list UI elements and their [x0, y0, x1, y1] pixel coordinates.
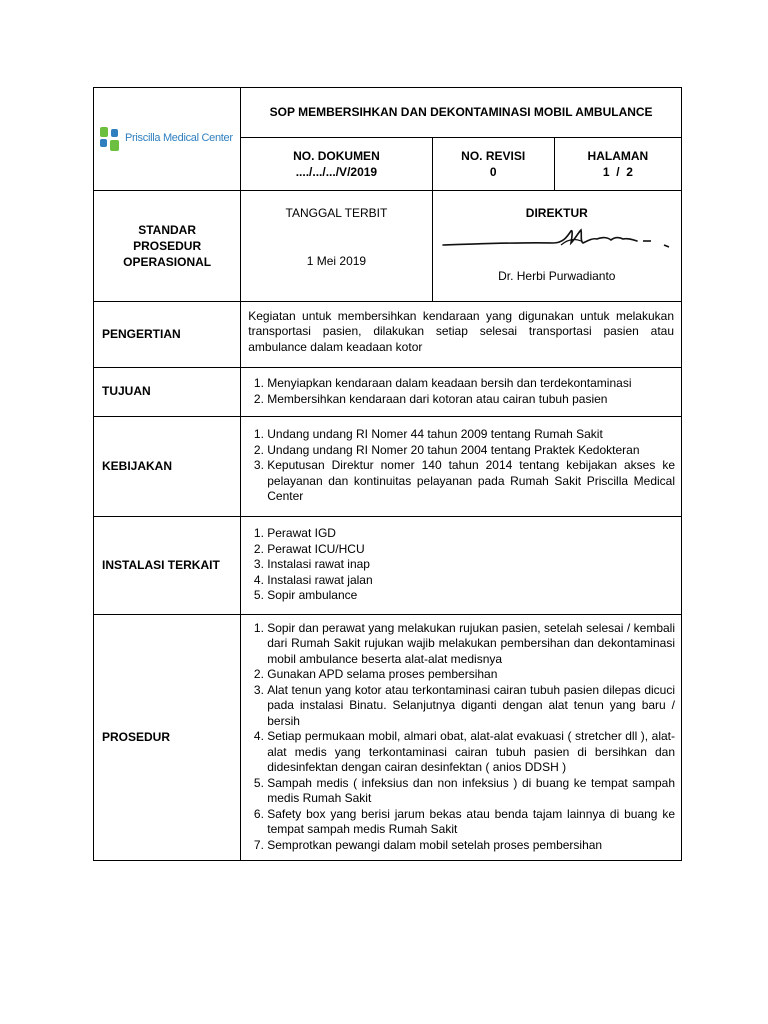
- pengertian-label: PENGERTIAN: [94, 302, 241, 368]
- sop-label-cell: [94, 191, 241, 302]
- direktur-signature: [441, 221, 676, 261]
- no-revisi-cell: [432, 138, 554, 191]
- pengertian-text: Kegiatan untuk membersihkan kendaraan yang digunakan untuk melakukan transportasi pasien, dilakukan setiap selesai transportasi pasien atau ambulance dalam keadaan kotor: [248, 308, 674, 354]
- list-item: 1. Perawat IGD: [267, 526, 675, 542]
- no-dokumen-cell: [241, 138, 432, 191]
- halaman-value: 1 / 2: [602, 165, 633, 179]
- list-item: 4. Instalasi rawat jalan: [267, 573, 675, 589]
- direktur-label: DIREKTUR: [525, 206, 588, 220]
- list-item: 7. Semprotkan pewangi dalam mobil setelah proses pembersihan: [267, 838, 675, 854]
- prosedur-label: PROSEDUR: [94, 615, 241, 861]
- logo-cell: [94, 88, 241, 191]
- prosedur-list: [241, 618, 681, 858]
- direktur-name: Dr. Herbi Purwadianto: [498, 269, 616, 283]
- list-item: 3. Keputusan Direktur nomer 140 tahun 2014 tentang kebijakan akses ke pelayanan dan kontinuitas pelayanan pada Rumah Sakit Priscilla Medical Center: [267, 458, 675, 505]
- priscilla-logo-icon: [98, 125, 122, 153]
- hospital-logo: [94, 125, 240, 153]
- sop-label-line1: STANDAR: [138, 223, 197, 237]
- no-revisi-label: NO. REVISI: [461, 149, 526, 163]
- kebijakan-label: KEBIJAKAN: [94, 417, 241, 517]
- list-item: 1. Undang undang RI Nomer 44 tahun 2009 tentang Rumah Sakit: [267, 427, 675, 443]
- list-item: 4. Setiap permukaan mobil, almari obat, alat-alat evakuasi ( stretcher dll ), alat-alat medis yang terkontaminasi cairan tubuh pasien di bersihkan dan didesinfektan dengan cairan desinfektan ( anios DDSH ): [267, 729, 675, 776]
- list-item: 2. Membersihkan kendaraan dari kotoran atau cairan tubuh pasien: [267, 392, 675, 408]
- halaman-label: HALAMAN: [587, 149, 649, 163]
- direktur-cell: [432, 191, 681, 302]
- kebijakan-content: [241, 417, 682, 517]
- list-item: 1. Sopir dan perawat yang melakukan rujukan pasien, setelah selesai / kembali dari Rumah Sakit rujukan wajib melakukan pembersihan dan dekontaminasi mobil ambulance beserta alat-alat medisnya: [267, 621, 675, 668]
- logo-text: Priscilla Medical Center: [125, 132, 233, 145]
- list-item: 5. Sopir ambulance: [267, 588, 675, 604]
- no-dokumen-value: ..../.../.../V/2019: [295, 165, 378, 179]
- document-title: SOP MEMBERSIHKAN DAN DEKONTAMINASI MOBIL AMBULANCE: [241, 88, 682, 138]
- tujuan-list: [241, 373, 681, 411]
- tujuan-label: TUJUAN: [94, 368, 241, 417]
- sop-document-table: [93, 87, 682, 861]
- no-revisi-value: 0: [489, 165, 497, 179]
- kebijakan-list: [241, 424, 681, 509]
- list-item: 2. Gunakan APD selama proses pembersihan: [267, 667, 675, 683]
- sop-label-line3: OPERASIONAL: [123, 255, 212, 269]
- instalasi-terkait-content: [241, 517, 682, 615]
- prosedur-content: [241, 615, 682, 861]
- list-item: 1. Menyiapkan kendaraan dalam keadaan bersih dan terdekontaminasi: [267, 376, 675, 392]
- halaman-cell: [554, 138, 681, 191]
- sop-label-line2: PROSEDUR: [133, 239, 202, 253]
- list-item: 2. Undang undang RI Nomer 20 tahun 2004 tentang Praktek Kedokteran: [267, 443, 675, 459]
- instalasi-list: [241, 523, 681, 608]
- list-item: 5. Sampah medis ( infeksius dan non infeksius ) di buang ke tempat sampah medis Rumah Sakit: [267, 776, 675, 807]
- no-dokumen-label: NO. DOKUMEN: [293, 149, 380, 163]
- instalasi-terkait-label: INSTALASI TERKAIT: [94, 517, 241, 615]
- list-item: 3. Alat tenun yang kotor atau terkontaminasi cairan tubuh pasien dilepas dicuci pada instalasi Binatu. Selanjutnya diganti dengan alat tenun yang baru / bersih: [267, 683, 675, 730]
- pengertian-content: [241, 302, 682, 368]
- tanggal-terbit-value: 1 Mei 2019: [306, 254, 367, 268]
- tujuan-content: [241, 368, 682, 417]
- tanggal-terbit-cell: [241, 191, 432, 302]
- list-item: 3. Instalasi rawat inap: [267, 557, 675, 573]
- list-item: 2. Perawat ICU/HCU: [267, 542, 675, 558]
- list-item: 6. Safety box yang berisi jarum bekas atau benda tajam lainnya di buang ke tempat sampah medis Rumah Sakit: [267, 807, 675, 838]
- tanggal-terbit-label: TANGGAL TERBIT: [285, 206, 388, 220]
